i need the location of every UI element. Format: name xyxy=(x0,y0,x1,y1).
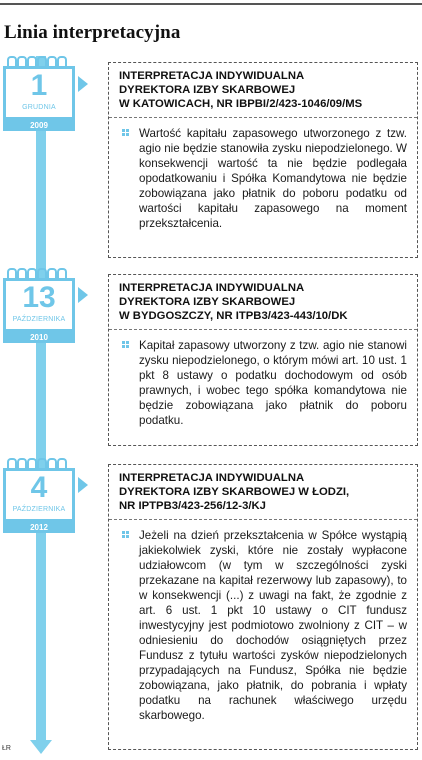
card-body xyxy=(109,118,417,239)
pointer-arrow-icon xyxy=(78,477,88,493)
card-text: Wartość kapitału zapasowego utworzonego z tzw. agio nie będzie stanowiła zysku niepodzielonego. W konsekwencji wartość ta nie będzie podlegała opodatkowaniu i Spółka Komandytowa nie będzie zobowiązana jako płatnik do poboru podatku od wartości kapitału zapasowego na moment przekształcenia. xyxy=(139,127,407,230)
header-line: NR IPTPB3/423-256/12-3/KJ xyxy=(119,500,266,512)
interpretation-card-1 xyxy=(108,62,418,258)
header-line: W BYDGOSZCZY, NR ITPB3/423-443/10/DK xyxy=(119,310,348,322)
date-day: 1 xyxy=(30,69,48,102)
calendar-rings-icon xyxy=(5,268,75,278)
header-line: DYREKTORA IZBY SKARBOWEJ xyxy=(119,84,296,96)
card-body xyxy=(109,520,417,731)
date-year: 2012 xyxy=(3,522,75,533)
header-line: DYREKTORA IZBY SKARBOWEJ xyxy=(119,296,296,308)
calendar-page xyxy=(3,278,75,332)
header-line: INTERPRETACJA INDYWIDUALNA xyxy=(119,472,305,484)
pointer-arrow-icon xyxy=(78,287,88,303)
pointer-arrow-icon xyxy=(78,76,88,92)
timeline-arrow-icon xyxy=(30,740,52,754)
calendar-rings-icon xyxy=(5,56,75,66)
interpretation-card-3 xyxy=(108,464,418,750)
header-line: DYREKTORA IZBY SKARBOWEJ W ŁODZI, xyxy=(119,486,350,498)
date-day: 13 xyxy=(22,281,56,314)
page-title: Linia interpretacyjna xyxy=(4,22,181,43)
calendar-page xyxy=(3,468,75,522)
bullet-grid-icon xyxy=(122,531,131,540)
date-badge-1 xyxy=(3,56,75,131)
card-body xyxy=(109,330,417,436)
date-year: 2009 xyxy=(3,120,75,131)
footer-credit: ŁR xyxy=(2,745,11,752)
calendar-page xyxy=(3,66,75,120)
bullet-grid-icon xyxy=(122,341,131,350)
date-day: 4 xyxy=(30,471,48,504)
header-line: INTERPRETACJA INDYWIDUALNA xyxy=(119,70,305,82)
date-month: PAŹDZIERNIKA xyxy=(12,316,66,323)
card-text: Kapitał zapasowy utworzony z tzw. agio nie stanowi zysku niepodzielonego, o którym mówi art. 10 ust. 1 pkt 8 ustawy o podatku dochodowym od osób prawnych, i wobec tego spółka komandytowa nie będzie zobowiązana jako płatnik do poboru podatku. xyxy=(139,339,407,427)
date-year: 2010 xyxy=(3,332,75,343)
header-line: W KATOWICACH, NR IBPBI/2/423-1046/09/MS xyxy=(119,98,363,110)
date-month: GRUDNIA xyxy=(22,104,56,111)
date-badge-3 xyxy=(3,458,75,533)
date-month: PAŹDZIERNIKA xyxy=(12,506,66,513)
header-line: INTERPRETACJA INDYWIDUALNA xyxy=(119,282,305,294)
date-badge-2 xyxy=(3,268,75,343)
calendar-rings-icon xyxy=(5,458,75,468)
interpretation-card-2 xyxy=(108,274,418,446)
bullet-grid-icon xyxy=(122,129,131,138)
timeline-bar xyxy=(36,56,46,746)
card-header xyxy=(109,465,417,520)
card-header xyxy=(109,63,417,118)
card-text: Jeżeli na dzień przekształcenia w Spółce wystąpią jakiekolwiek zyski, które nie zostały wypłacone udziałowcom (w tym w szczególności zyski przekazane na kapitał rezerwowy lub zapasowy), to w konsekwencji (...) z uwagi na fakt, że zgodnie z art. 6 ust. 1 pkt 10 ustawy o CIT fundusz inwestycyjny jest podmiotowo zwolniony z CIT – w odniesieniu do dochodów osiągniętych przez Fundusz z tytułu wartości zysków niepodzielonych przypadających na Fundusz, Spółka nie będzie zobowiązana, jako płatnik, do pobrania i wpłaty podatku na rachunek właściwego urzędu skarbowego. xyxy=(139,529,407,722)
top-rule xyxy=(0,3,422,5)
card-header xyxy=(109,275,417,330)
